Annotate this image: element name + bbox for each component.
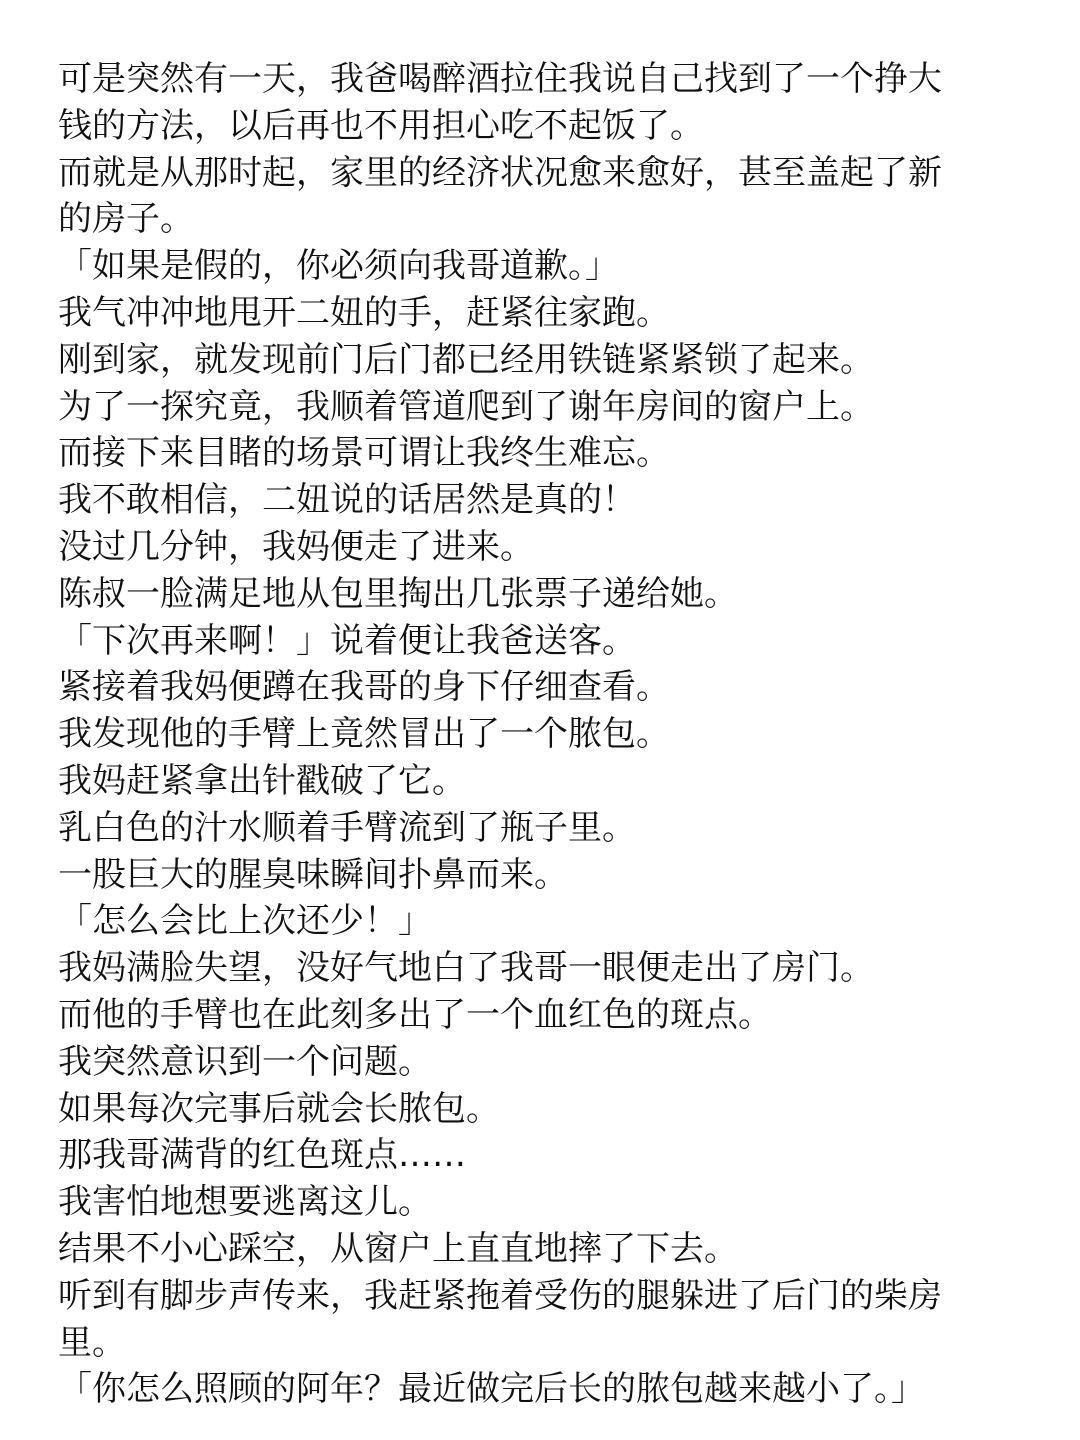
text-line: 里。 [58,1322,126,1363]
text-line: 我不敢相信，二妞说的话居然是真的！ [58,480,636,521]
text-line: 我妈赶紧拿出针戳破了它。 [58,760,466,801]
text-line: 为了一探究竟，我顺着管道爬到了谢年房间的窗户上。 [58,386,874,427]
text-line: 没过几分钟，我妈便走了进来。 [58,526,534,567]
text-line: 如果每次完事后就会长脓包。 [58,1088,500,1129]
text-line: 我害怕地想要逃离这儿。 [58,1182,432,1223]
text-line: 「你怎么照顾的阿年？最近做完后长的脓包越来越小了。」 [58,1369,925,1410]
text-line: 钱的方法，以后再也不用担心吃不起饭了。 [58,105,704,146]
text-line: 可是突然有一天，我爸喝醉酒拉住我说自己找到了一个挣大 [58,59,942,99]
text-line: 「怎么会比上次还少！」 [58,901,432,942]
text-line: 「下次再来啊！」说着便让我爸送客。 [58,620,636,661]
text-line: 一股巨大的腥臭味瞬间扑鼻而来。 [58,854,568,895]
text-line: 而接下来目睹的场景可谓让我终生难忘。 [58,433,670,474]
text-line: 结果不小心踩空，从窗户上直直地摔了下去。 [58,1228,738,1269]
text-line: 「如果是假的，你必须向我哥道歉。」 [58,246,619,287]
text-line: 陈叔一脸满足地从包里掏出几张票子递给她。 [58,573,738,614]
text-line: 而他的手臂也在此刻多出了一个血红色的斑点。 [58,994,772,1035]
text-line: 我妈满脸失望，没好气地白了我哥一眼便走出了房门。 [58,948,874,989]
text-line: 而就是从那时起，家里的经济状况愈来愈好，甚至盖起了新 [58,152,942,193]
document-page [58,56,1048,1413]
text-line: 我发现他的手臂上竟然冒出了一个脓包。 [58,714,670,755]
text-line: 我气冲冲地甩开二妞的手，赶紧往家跑。 [58,292,670,333]
text-line: 紧接着我妈便蹲在我哥的身下仔细查看。 [58,667,670,708]
text-line: 刚到家，就发现前门后门都已经用铁链紧紧锁了起来。 [58,339,874,380]
text-line: 乳白色的汁水顺着手臂流到了瓶子里。 [58,807,636,848]
text-line: 我突然意识到一个问题。 [58,1041,432,1082]
text-line: 的房子。 [58,199,194,240]
text-line: 听到有脚步声传来，我赶紧拖着受伤的腿躲进了后门的柴房 [58,1275,942,1316]
text-line: 那我哥满背的红色斑点…… [58,1135,466,1176]
